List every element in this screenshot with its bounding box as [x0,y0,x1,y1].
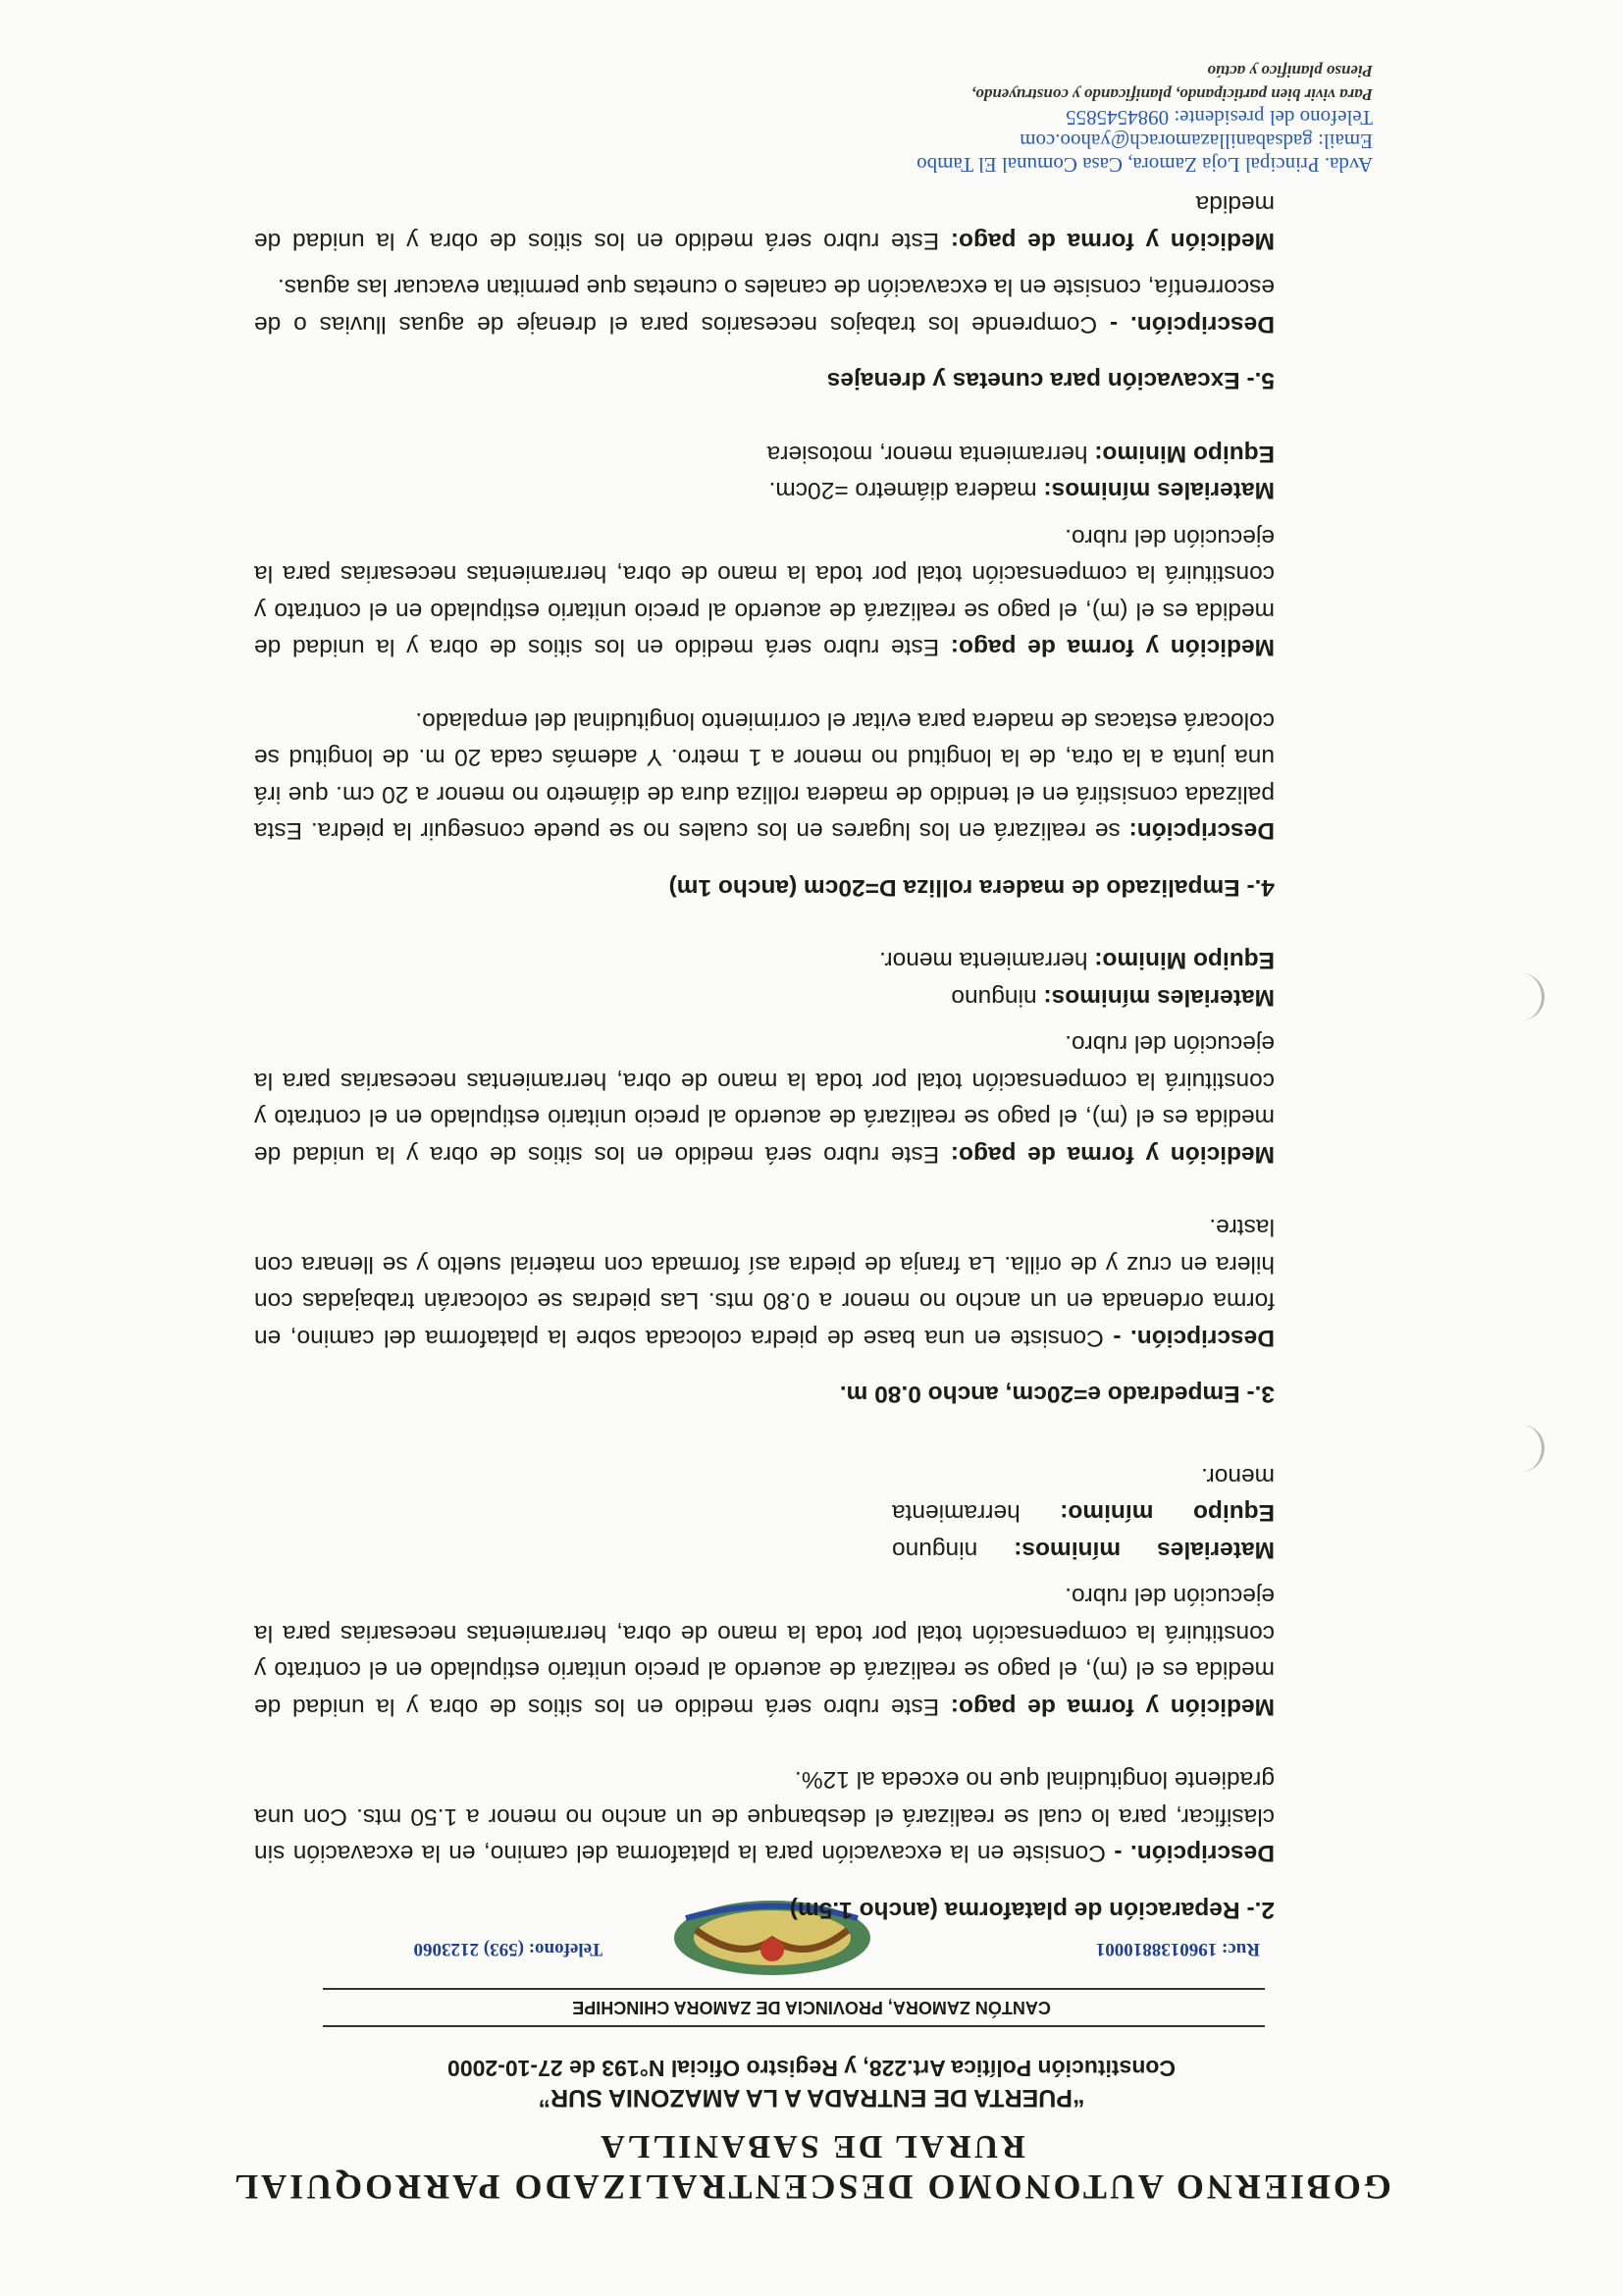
description-paragraph [254,1209,1275,1356]
header-rule-top [323,2025,1265,2027]
description-text: se realizará en los lugares en los cuales no se puede conseguir la piedra. Esta palizada consistirá en el tendido de madera rolliza dura de diámetro no menor a 20 cm. que irá una junta a la otra, de la longitud no menor a 1 metro. Y además cada 20 m. de longitud se colocará estacas de madera para evitar el corrimiento longitudinal del empalado. [253,707,1275,845]
materials-label: Materiales mínimos: [1043,984,1275,1011]
payment-label: Medición y forma de pago: [950,1141,1275,1168]
institution-subtitle: RURAL DE SABANILLA [598,2128,1025,2165]
description-text: Comprende los trabajos necesarios para el drenaje de aguas lluvias o de escorrentía, consiste en la excavación de canales o cunetas que permitan evacuar las aguas. [253,274,1275,338]
telephone-number: Telefono: (593) 2123060 [413,1939,602,1959]
constitution-line: Constitución Política Art.228, y Registro Oficial N°193 de 27-10-2000 [446,2056,1177,2081]
canton-line: CANTÓN ZAMORA, PROVINCIA DE ZAMORA CHINCHIPE [572,1998,1051,2017]
equipment-label: Equipo mínimo: [1060,1499,1275,1527]
section-5 [254,185,1275,399]
description-paragraph [254,269,1275,342]
description-label: Descripción. - [1109,311,1275,338]
header-rule-bottom [323,1988,1265,1990]
payment-paragraph [254,1025,1275,1173]
equipment-text: herramienta menor. [891,1463,1275,1527]
footer [916,59,1373,177]
equipment-text: herramienta menor, motosiera [766,441,1088,467]
payment-label: Medición y forma de pago: [950,228,1275,254]
section-heading: 2.- Reparación de plataforma (ancho 1.5m) [789,1897,1275,1923]
materials-paragraph [892,1458,1275,1569]
section-4 [254,436,1275,907]
description-label: Descripción. - [1113,1325,1275,1351]
ruc-number: Ruc: 1960138810001 [1095,1939,1260,1959]
footer-email: Email: gadsabanillazamorach@yahoo.com [1020,130,1373,153]
equipment-label: Equipo Minimo: [1094,441,1275,467]
payment-paragraph [254,185,1275,259]
footer-motto-2: Pienso planifico y actúo [1207,62,1373,80]
payment-paragraph [254,1578,1275,1725]
materials-text: ninguno [892,1537,978,1563]
materials-label: Materiales mínimos: [1043,477,1275,504]
payment-text: Este rubro será medido en los sitios de obra y la unidad de medida [254,190,1275,254]
description-text: Consiste en la excavación para la plataforma del camino, en la excavación sin clasificar, para lo cual se realizará el desbanque de un ancho no menor a 1.50 mts. Con una gradiente longitudinal que no exceda al 12%. [254,1766,1275,1867]
payment-label: Medición y forma de pago: [950,634,1275,661]
payment-text: Este rubro será medido en los sitios de obra y la unidad de medida es el (m), el pago se realizará de acuerdo al precio unitario estipulado en el contrato y constituirá la compensación total por toda la mano de obra, herramientas necesarias para la ejecución del rubro. [254,1583,1275,1720]
section-heading: 5.- Excavación para cunetas y drenajes [826,367,1275,394]
section-heading: 4.- Empalizado de madera rolliza D=20cm (ancho 1m) [668,874,1275,901]
punch-hole-mark [1498,973,1544,1020]
section-3 [254,942,1275,1413]
payment-paragraph [254,519,1275,666]
description-paragraph [254,703,1275,850]
institution-title: GOBIERNO AUTONOMO DESCENTRALIZADO PARROQUIAL [232,2167,1391,2207]
payment-label: Medición y forma de pago: [950,1694,1275,1720]
slogan: “PUERTA DE ENTRADA A LA AMAZONIA SUR” [538,2084,1085,2112]
equipment-text: herramienta menor. [879,947,1088,974]
payment-text: Este rubro será medido en los sitios de obra y la unidad de medida es el (m), el pago se realizará de acuerdo al precio unitario estipulado en el contrato y constituirá la compensación total por toda la mano de obra, herramientas necesarias para la ejecución del rubro. [254,1030,1275,1168]
equipment-paragraph [254,436,1275,473]
materials-paragraph [254,472,1275,509]
letterhead [0,2055,1623,2208]
section-heading: 3.- Empedrado e=20cm, ancho 0.80 m. [839,1381,1275,1408]
description-text: Consiste en una base de piedra colocada sobre la plataforma del camino, en forma ordenada en un ancho no menor a 0.80 mts. Las piedras se colocarán trabajadas con hilera en cruz y de orilla. La franja de piedra así formada con material suelto y se llenara con lastre. [254,1214,1275,1351]
footer-phone: Telefono del presidente: 0984545855 [1066,106,1373,130]
materials-paragraph [254,979,1275,1017]
equipment-label: Equipo Minimo: [1094,947,1275,974]
description-label: Descripción: [1128,817,1275,845]
description-paragraph [254,1761,1275,1872]
section-2 [254,1458,1275,1929]
materials-text: ninguno [951,984,1037,1011]
materials-text: madera diámetro =20cm. [768,477,1037,504]
description-label: Descripción. - [1114,1840,1275,1867]
payment-text: Este rubro será medido en los sitios de obra y la unidad de medida es el (m), el pago se realizará de acuerdo al precio unitario estipulado en el contrato y constituirá la compensación total por toda la mano de obra, herramientas necesarias para la ejecución del rubro. [254,524,1275,661]
equipment-paragraph [254,942,1275,979]
document-body [254,149,1275,1928]
materials-label: Materiales mínimos: [1014,1537,1275,1563]
punch-hole-mark [1498,1425,1544,1472]
footer-address: Avda. Principal Loja Zamora, Casa Comunal El Tambo [916,153,1373,177]
footer-motto: Para vivir bien participando, planificando y construyendo, [971,85,1373,104]
